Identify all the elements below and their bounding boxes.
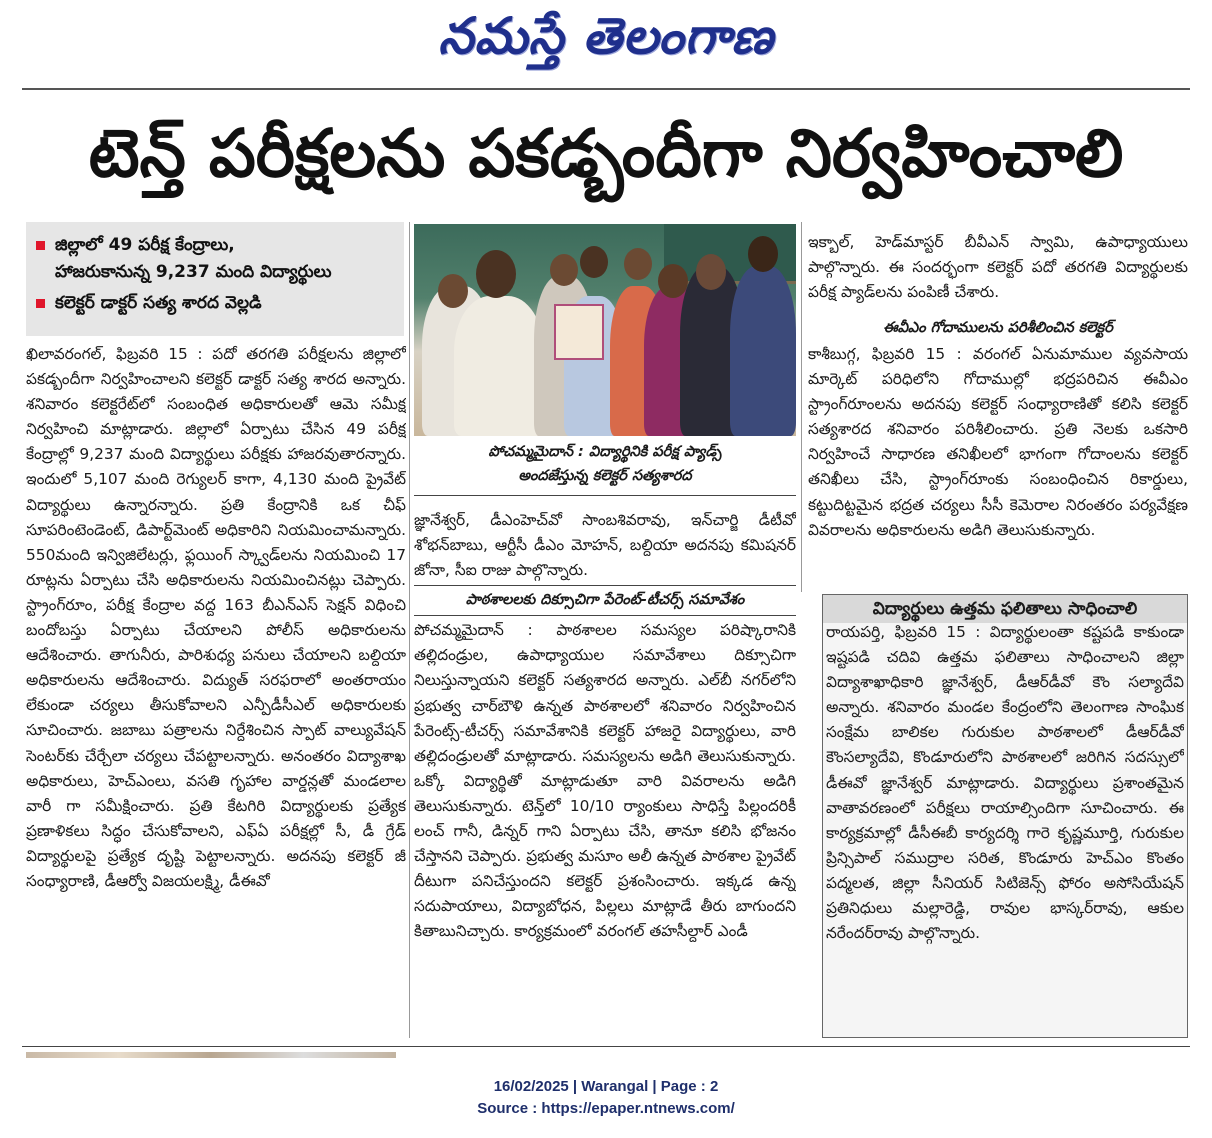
photo-exam-pads: [554, 304, 604, 360]
news-photo: [414, 224, 796, 436]
column-divider: [801, 222, 802, 592]
photo-caption-line: పోచమ్మమైదాన్ : విద్యార్థినికి పరీక్ష ప్యాడ్స్: [488, 444, 722, 460]
subhead-rule: [414, 615, 796, 616]
photo-person: [730, 266, 796, 436]
bullet-line: కలెక్టర్ డాక్టర్ సత్య శారద వెల్లడి: [55, 293, 262, 313]
photo-head: [438, 274, 468, 308]
boxed-article-body: [826, 620, 1184, 1034]
article-column-3-top: [808, 230, 1188, 318]
article-body-text: ఖిలావరంగల్, ఫిబ్రవరి 15 : పదో తరగతి పరీక్షలను జిల్లాలో పకడ్బందీగా నిర్వహించాలని కలెక్టర్ డాక్టర్ సత్య శారద అన్నారు. శనివారం కలెక్టరేట్‌లో సంబంధిత అధికారులతో ఆమె సమీక్ష నిర్వహించి మాట్లాడారు. జిల్లాలో ఏర్పాటు చేసిన 49 పరీక్ష కేంద్రాల్లో 9,237 మంది విద్యార్థులు పరీక్షకు హాజరవుతారన్నారు. ఇందులో 5,107 మంది రెగ్యులర్ కాగా, 4,130 మంది ప్రైవేట్ విద్యార్థులు ఉన్నారన్నారు. ప్రతి కేంద్రానికి ఒక చీఫ్ సూపరింటెండెంట్, డిపార్ట్‌మెంట్ అధికారిని నియమించామన్నారు. 550మంది ఇన్విజిలేటర్లు, ఫ్లయింగ్ స్క్వాడ్‌లను నియమించి 17 రూట్లను ఏర్పాటు చేసి అధికారులను నియమించినట్లు చెప్పారు. స్ట్రాంగ్‌రూం, పరీక్ష కేంద్రాల వద్ద 163 బీఎన్ఎస్ సెక్షన్ విధించి బందోబస్తు ఏర్పాటు చేయాలని పోలీస్ అధికారులను ఆదేశించారు. తాగునీరు, పారిశుధ్య పనులు చేయాలని బల్దియా అధికారులను ఆదేశించారు. విద్యుత్ సరఫరాలో అంతరాయం లేకుండా చర్యలు తీసుకోవాలని ఎన్పీడీసీఎల్ అధికారులకు సూచించారు. జబాబు పత్రాలను నిర్దేశించిన స్పాట్ వాల్యువేషన్ సెంటర్‌కు చేర్చేలా చర్యలు చేపట్టాలన్నారు. అనంతరం విద్యాశాఖ అధికారులు, హెచ్ఎంలు, వసతి గృహాల వార్డన్లతో మండలాల వారీ గా సమీక్షించారు. ప్రతి కేటగిరి విద్యార్థులకు ప్రత్యేక ప్రణాళికలు సిద్ధం చేసుకోవాలని, ఎఫ్ఏ పరీక్షల్లో సీ, డీ గ్రేడ్ విద్యార్థులపై ప్రత్యేక దృష్టి పెట్టాలన్నారు. అదనపు కలెక్టర్ జీ సంధ్యారాణి, డీఆర్వో విజయలక్ష్మి, డీఈవో: [26, 345, 406, 890]
photo-caption: [414, 440, 796, 496]
page-bottom-rule: [22, 1046, 1190, 1047]
bullet-item: [36, 290, 396, 317]
photo-head: [550, 254, 578, 286]
photo-head: [696, 254, 726, 290]
column-divider: [409, 222, 410, 1038]
footer-source-link[interactable]: Source : https://epaper.ntnews.com/: [477, 1100, 735, 1117]
article-column-3-body: [808, 342, 1188, 590]
article-body-text: జ్ఞానేశ్వర్, డీఎంహెచ్‌వో సాంబశివరావు, ఇన్‌చార్జి డీటీవో శోభన్‌బాబు, ఆర్టీసీ డీఎం మోహన్, బల్దియా అదనపు కమిషనర్ జోనా, సీఐ రాజు పాల్గొన్నారు.: [414, 511, 796, 580]
photo-person: [454, 296, 544, 436]
photo-caption-line: అందజేస్తున్న కలెక్టర్ సత్యశారద: [518, 468, 692, 484]
article-column-1: [26, 342, 406, 1032]
newspaper-masthead: నమస్తే తెలంగాణ: [438, 7, 774, 65]
boxed-article-heading: విద్యార్థులు ఉత్తమ ఫలితాలు సాధించాలి: [823, 595, 1187, 623]
bullet-item: [36, 232, 396, 286]
article-column-2: [414, 508, 796, 1038]
photo-head: [748, 236, 778, 272]
column-subheading: ఈవీఎం గోదాములను పరిశీలించిన కలెక్టర్: [883, 320, 1113, 336]
photo-head: [580, 246, 608, 278]
article-body-text: కాశీబుగ్గ, ఫిబ్రవరి 15 : వరంగల్ ఏనుమాముల వ్యవసాయ మార్కెట్ పరిధిలోని గోదాముల్లో భద్రపరిచిన ఈవీఎం స్ట్రాంగ్‌రూంలను అదనపు కలెక్టర్ సంధ్యారాణితో కలిసి కలెక్టర్ సత్యశారద శనివారం పరిశీలించారు. ప్రతి నెలకు ఒకసారి నిర్వహించే సాధారణ తనిఖీలలో భాగంగా గోదాంలను కలెక్టర్ తనిఖీలు చేసి, స్ట్రాంగ్‌రూంకు సంబంధించిన రికార్డులు, కట్టుదిట్టమైన భద్రత చర్యలు సీసీ కెమెరాల నిరంతరం పర్యవేక్షణ వివరాలను అధికారులను అడిగి తెలుసుకున్నారు.: [808, 345, 1188, 539]
main-headline: టెన్త్ పరీక్షలను పకడ్బందీగా నిర్వహించాలి: [88, 115, 1124, 192]
article-body-text: రాయపర్తి, ఫిబ్రవరి 15 : విద్యార్థులంతా కష్టపడి కాకుండా ఇష్టపడి చదివి ఉత్తమ ఫలితాలు సాధించాలని జిల్లా విద్యాశాఖాధికారి జ్ఞానేశ్వర్, డీఆర్‌డీవో కౌం సల్యాదేవి అన్నారు. శనివారం మండల కేంద్రంలోని తెలంగాణ సాంఘిక సంక్షేమ బాలికల గురుకుల పాఠశాలలో డీఆర్‌డీవో కౌంసల్యాదేవి, కొండూరులోని పాఠశాలలో జరిగిన సదస్సులో డీఈవో జ్ఞానేశ్వర్ మాట్లాడారు. విద్యార్థులు ప్రశాంతమైన వాతావరణంలో పరీక్షలు రాయాల్సిందిగా సూచించారు. ఈ కార్యక్రమాల్లో డీసీఈబీ కార్యదర్శి గారె కృష్ణమూర్తి, గురుకుల ప్రిన్సిపాల్ సముద్రాల సరిత, కొండూరు హెచ్‌ఎం కొంతం పద్మలత, జిల్లా సీనియర్ సిటిజెన్స్ ఫోరం అసోసియేషన్ ప్రతినిధులు మల్లారెడ్డి, రావుల భాస్కర్‌రావు, ఆకుల నరేందర్‌రావు పాల్గొన్నారు.: [826, 623, 1184, 943]
bullet-square-icon: [36, 241, 45, 250]
masthead-rule: [22, 88, 1190, 90]
photo-head: [658, 264, 688, 298]
article-body-text: ఇక్బాల్, హెడ్‌మాస్టర్ బీవీఎన్ స్వామి, ఉపాధ్యాయులు పాల్గొన్నారు. ఈ సందర్భంగా కలెక్టర్ పదో తరగతి విద్యార్థులకు పరీక్ష ప్యాడ్‌లను పంపిణీ చేశారు.: [808, 233, 1188, 302]
bullet-line: హాజరుకానున్న 9,237 మంది విద్యార్థులు: [55, 262, 332, 282]
photo-head: [624, 248, 652, 280]
bullet-line: జిల్లాలో 49 పరీక్ష కేంద్రాలు,: [55, 235, 235, 255]
photo-head: [476, 250, 516, 298]
subhead-rule: [414, 585, 796, 586]
next-article-photo-strip: [26, 1052, 396, 1058]
column-subheading: పాఠశాలలకు దిక్సూచిగా పేరెంట్-టీచర్స్ సమావేశం: [465, 592, 745, 609]
subheadline-box: [26, 222, 404, 336]
footer-date-edition: 16/02/2025 | Warangal | Page : 2: [493, 1078, 719, 1095]
bullet-square-icon: [36, 299, 45, 308]
article-body-text: పోచమ్మమైదాన్ : పాఠశాలల సమస్యల పరిష్కారానికి తల్లిదండ్రుల, ఉపాధ్యాయుల సమావేశాలు దిక్సూచిగా నిలుస్తున్నాయని కలెక్టర్ సత్యశారద అన్నారు. ఎల్‌బీ నగర్‌లోని ప్రభుత్వ చార్‌బౌళి ఉన్నత పాఠశాలలో శనివారం నిర్వహించిన పేరెంట్స్-టీచర్స్ సమావేశానికి కలెక్టర్ హాజరై విద్యార్థులు, వారి తల్లిదండ్రులతో మాట్లాడారు. సమస్యలను అడిగి తెలుసుకున్నారు. ఒక్కో విద్యార్థితో మాట్లాడుతూ వారి వివరాలను అడిగి తెలుసుకున్నారు. టెన్త్‌లో 10/10 ర్యాంకులు సాధిస్తే పిల్లందరికీ లంచ్ గానీ, డిన్నర్ గాని ఏర్పాటు చేసి, తానూ కలిసి భోజనం చేస్తానని చెప్పారు. ప్రభుత్వ మసూం అలీ ఉన్నత పాఠశాల ప్రైవేట్ దీటుగా పనిచేస్తుందని కలెక్టర్ ప్రశంసించారు. ఇక్కడ ఉన్న సదుపాయాలు, విద్యాబోధన, పిల్లలు మాట్లాడే తీరు బాగుందని కితాబునిచ్చారు. కార్యక్రమంలో వరంగల్ తహసీల్దార్ ఎండీ: [414, 621, 796, 941]
